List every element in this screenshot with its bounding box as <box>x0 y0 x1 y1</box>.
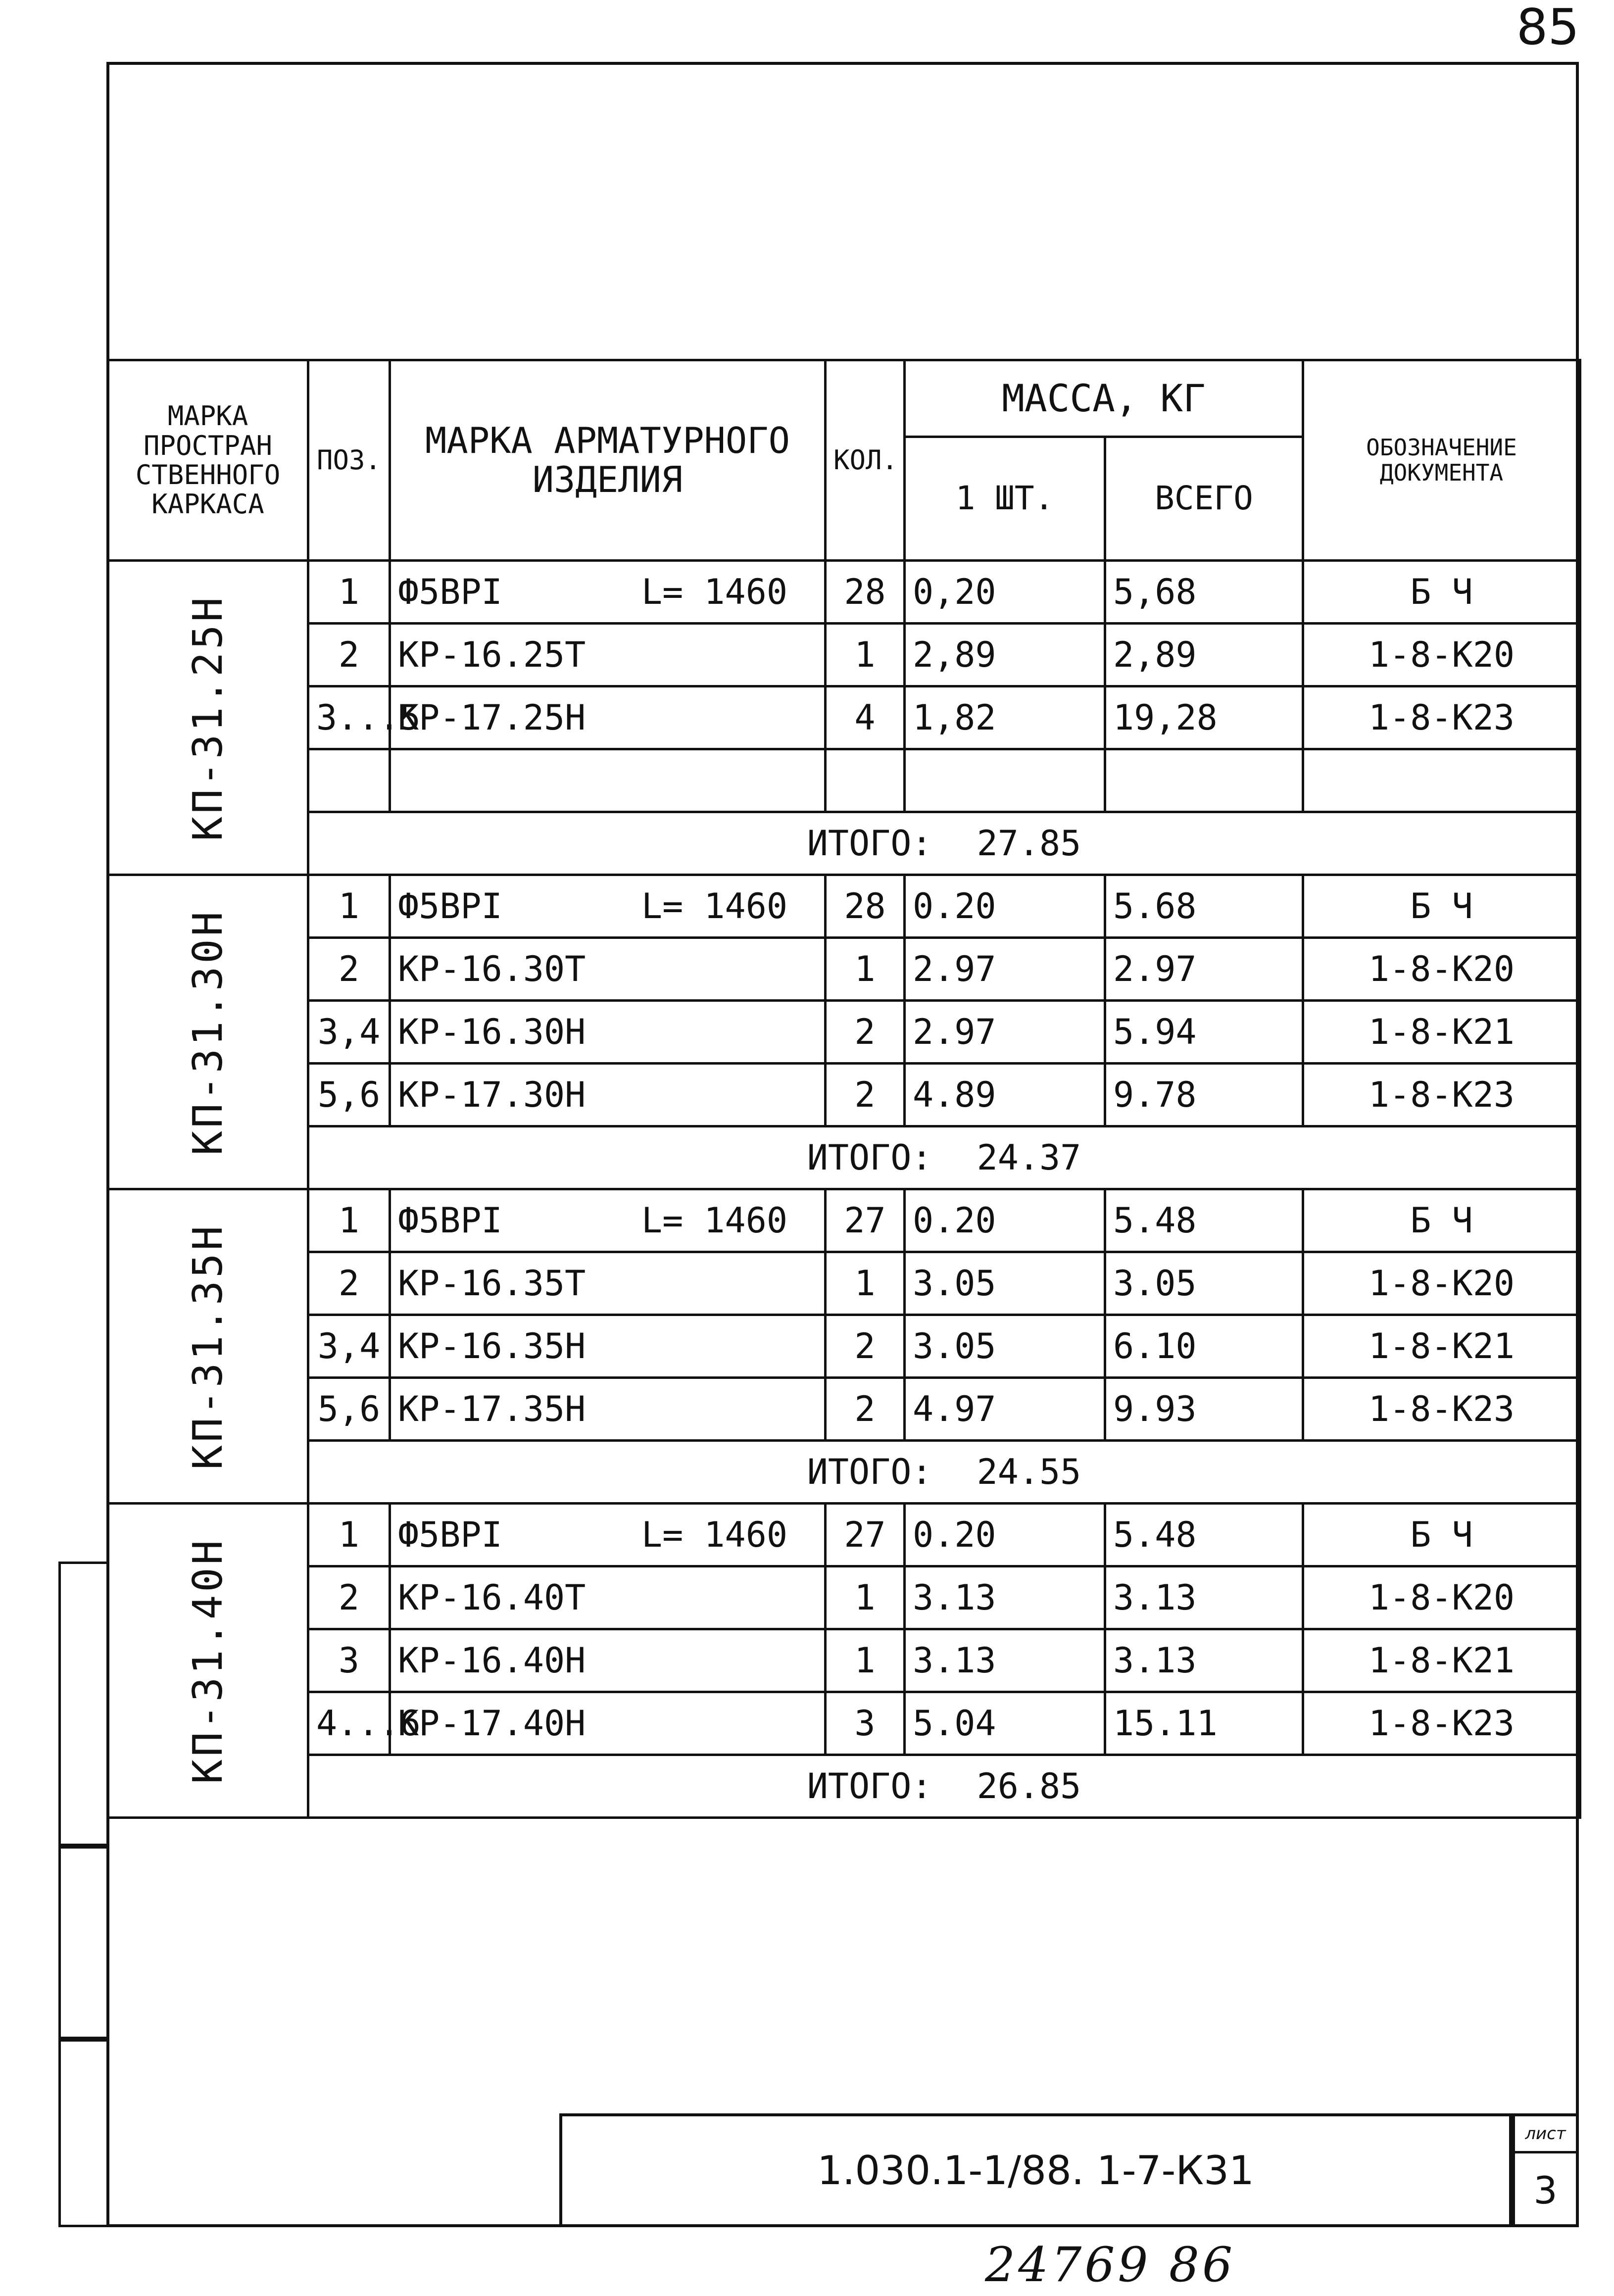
cell-quantity: 2 <box>826 1064 905 1126</box>
table-row <box>108 1189 1580 1252</box>
table-row <box>108 875 1580 938</box>
header-position: ПОЗ. <box>308 360 390 561</box>
cell-position: 1 <box>308 1504 390 1566</box>
cell-item-mark <box>390 1064 826 1126</box>
table-row <box>108 561 1580 624</box>
cell-mass-unit: 4.89 <box>905 1064 1105 1126</box>
header-mass: МАССА, КГ <box>905 360 1303 437</box>
item-mark-text: КР-16.30Н <box>398 1012 586 1052</box>
total-label: ИТОГО: <box>807 1766 932 1807</box>
cell-position: 1 <box>308 875 390 938</box>
total-value: 24.37 <box>977 1137 1081 1178</box>
cell-position: 3,4 <box>308 1315 390 1378</box>
cell-frame-mark <box>108 1189 308 1504</box>
header-mass-unit: 1 ШТ. <box>905 437 1105 561</box>
cell-document: 1-8-К23 <box>1303 1378 1580 1441</box>
cell-document: 1-8-К20 <box>1303 938 1580 1001</box>
total-label: ИТОГО: <box>807 1452 932 1492</box>
item-mark-text: Ф5ВРI <box>398 1200 502 1241</box>
cell-item-mark <box>390 1566 826 1629</box>
item-length-text: L= 1460 <box>641 572 787 612</box>
cell-total <box>308 1441 1580 1504</box>
cell-quantity: 2 <box>826 1378 905 1441</box>
sheet-block <box>1512 2113 1579 2227</box>
cell-total <box>308 1126 1580 1189</box>
document-designation: 1.030.1-1/88. 1-7-К31 <box>817 2147 1254 2194</box>
total-row <box>108 1441 1580 1504</box>
cell-document: Б Ч <box>1303 1504 1580 1566</box>
table-row <box>108 624 1580 686</box>
cell-document: Б Ч <box>1303 875 1580 938</box>
cell-mass-total: 3.13 <box>1105 1566 1303 1629</box>
cell-mass-total: 9.78 <box>1105 1064 1303 1126</box>
cell-quantity: 2 <box>826 1001 905 1064</box>
cell-mass-unit: 2.97 <box>905 938 1105 1001</box>
cell-mass-unit: 2.97 <box>905 1001 1105 1064</box>
item-mark-text: КР-17.30Н <box>398 1075 586 1115</box>
cell-item-mark <box>390 749 826 812</box>
header-quantity: КОЛ. <box>826 360 905 561</box>
sheet-label: лист <box>1515 2116 1576 2153</box>
table-row <box>108 1566 1580 1629</box>
frame-mark-label: КП-31.30Н <box>184 908 232 1156</box>
item-mark-text: КР-17.35Н <box>398 1389 586 1429</box>
table-row <box>108 1504 1580 1566</box>
cell-mass-total: 15.11 <box>1105 1692 1303 1755</box>
table-row <box>108 1001 1580 1064</box>
cell-mass-unit <box>905 749 1105 812</box>
table-row <box>108 749 1580 812</box>
item-mark-text: Ф5ВРI <box>398 572 502 612</box>
cell-document <box>1303 749 1580 812</box>
title-block <box>559 2113 1512 2227</box>
cell-quantity: 1 <box>826 1252 905 1315</box>
cell-position: 2 <box>308 938 390 1001</box>
header-frame-mark: МАРКА ПРОСТРАН СТВЕННОГО КАРКАСА <box>108 360 308 561</box>
cell-frame-mark <box>108 561 308 875</box>
cell-quantity: 3 <box>826 1692 905 1755</box>
cell-frame-mark <box>108 1504 308 1818</box>
cell-quantity: 28 <box>826 875 905 938</box>
cell-quantity: 1 <box>826 1566 905 1629</box>
cell-total <box>308 812 1580 875</box>
cell-quantity: 1 <box>826 1629 905 1692</box>
header-item-mark: МАРКА АРМАТУРНОГО ИЗДЕЛИЯ <box>390 360 826 561</box>
item-length-text: L= 1460 <box>641 1514 787 1555</box>
cell-mass-unit: 0.20 <box>905 1189 1105 1252</box>
total-row <box>108 1755 1580 1818</box>
frame-mark-label: КП-31.35Н <box>184 1222 232 1470</box>
item-mark-text: КР-16.30Т <box>398 949 586 989</box>
table-row <box>108 938 1580 1001</box>
item-length-text: L= 1460 <box>641 1200 787 1241</box>
cell-mass-unit: 0,20 <box>905 561 1105 624</box>
cell-position: 2 <box>308 1566 390 1629</box>
item-mark-text: КР-16.35Т <box>398 1263 586 1304</box>
total-label: ИТОГО: <box>807 823 932 864</box>
total-row <box>108 1126 1580 1189</box>
cell-mass-unit: 3.13 <box>905 1566 1105 1629</box>
frame-mark-label: КП-31.40Н <box>184 1537 232 1784</box>
cell-document: 1-8-К23 <box>1303 1064 1580 1126</box>
cell-document: 1-8-К20 <box>1303 1566 1580 1629</box>
cell-position: 3 <box>308 1629 390 1692</box>
table-row <box>108 1378 1580 1441</box>
cell-position: 5,6 <box>308 1378 390 1441</box>
cell-position: 5,6 <box>308 1064 390 1126</box>
cell-document: Б Ч <box>1303 561 1580 624</box>
cell-quantity: 1 <box>826 624 905 686</box>
table-row <box>108 1064 1580 1126</box>
header-mass-total: ВСЕГО <box>1105 437 1303 561</box>
item-mark-text: КР-16.40Н <box>398 1640 586 1681</box>
cell-position <box>308 749 390 812</box>
table-row <box>108 1252 1580 1315</box>
cell-item-mark <box>390 686 826 749</box>
cell-mass-unit: 0.20 <box>905 1504 1105 1566</box>
cell-item-mark <box>390 1001 826 1064</box>
cell-item-mark <box>390 1315 826 1378</box>
cell-mass-total: 6.10 <box>1105 1315 1303 1378</box>
cell-quantity: 27 <box>826 1189 905 1252</box>
cell-mass-unit: 2,89 <box>905 624 1105 686</box>
header-document: ОБОЗНАЧЕНИЕ ДОКУМЕНТА <box>1303 360 1580 561</box>
table-row <box>108 686 1580 749</box>
cell-total <box>308 1755 1580 1818</box>
cell-mass-total: 5.68 <box>1105 875 1303 938</box>
cell-item-mark <box>390 1692 826 1755</box>
cell-document: 1-8-К21 <box>1303 1001 1580 1064</box>
item-mark-text: Ф5ВРI <box>398 1514 502 1555</box>
cell-document: 1-8-К23 <box>1303 1692 1580 1755</box>
item-mark-text: Ф5ВРI <box>398 886 502 927</box>
cell-mass-total: 19,28 <box>1105 686 1303 749</box>
cell-item-mark <box>390 1378 826 1441</box>
cell-item-mark <box>390 1629 826 1692</box>
specification-table <box>106 359 1581 1819</box>
cell-position: 2 <box>308 624 390 686</box>
cell-quantity: 4 <box>826 686 905 749</box>
item-length-text: L= 1460 <box>641 886 787 927</box>
binding-strip <box>58 1562 106 1846</box>
table-row <box>108 1629 1580 1692</box>
archive-note: 24769 86 <box>985 2237 1236 2293</box>
cell-mass-unit: 3.05 <box>905 1252 1105 1315</box>
cell-position: 4...6 <box>308 1692 390 1755</box>
cell-mass-unit: 4.97 <box>905 1378 1105 1441</box>
cell-mass-total: 3.05 <box>1105 1252 1303 1315</box>
cell-mass-total: 2.97 <box>1105 938 1303 1001</box>
cell-mass-total: 5.48 <box>1105 1189 1303 1252</box>
cell-mass-unit: 3.05 <box>905 1315 1105 1378</box>
cell-mass-total: 9.93 <box>1105 1378 1303 1441</box>
cell-item-mark <box>390 875 826 938</box>
page-number: 85 <box>1516 0 1579 56</box>
sheet-number: 3 <box>1533 2168 1558 2212</box>
frame-mark-label: КП-31.25Н <box>184 594 232 841</box>
cell-position: 3...5 <box>308 686 390 749</box>
cell-mass-total: 5.94 <box>1105 1001 1303 1064</box>
item-mark-text: КР-16.25Т <box>398 635 586 675</box>
specification-body <box>108 561 1580 1818</box>
cell-quantity: 1 <box>826 938 905 1001</box>
table-row <box>108 1315 1580 1378</box>
total-value: 26.85 <box>977 1766 1081 1807</box>
table-row <box>108 1692 1580 1755</box>
cell-document: 1-8-К23 <box>1303 686 1580 749</box>
cell-item-mark <box>390 938 826 1001</box>
cell-document: 1-8-К20 <box>1303 1252 1580 1315</box>
cell-quantity: 27 <box>826 1504 905 1566</box>
total-row <box>108 812 1580 875</box>
cell-mass-unit: 0.20 <box>905 875 1105 938</box>
cell-document: Б Ч <box>1303 1189 1580 1252</box>
cell-position: 1 <box>308 1189 390 1252</box>
cell-mass-total: 3.13 <box>1105 1629 1303 1692</box>
cell-mass-total <box>1105 749 1303 812</box>
cell-document: 1-8-К21 <box>1303 1629 1580 1692</box>
cell-mass-total: 5.48 <box>1105 1504 1303 1566</box>
cell-mass-total: 2,89 <box>1105 624 1303 686</box>
cell-item-mark <box>390 1252 826 1315</box>
item-mark-text: КР-17.25Н <box>398 697 586 738</box>
cell-document: 1-8-К21 <box>1303 1315 1580 1378</box>
cell-document: 1-8-К20 <box>1303 624 1580 686</box>
total-value: 27.85 <box>977 823 1081 864</box>
item-mark-text: КР-16.35Н <box>398 1326 586 1367</box>
cell-mass-unit: 5.04 <box>905 1692 1105 1755</box>
cell-mass-unit: 1,82 <box>905 686 1105 749</box>
cell-quantity: 28 <box>826 561 905 624</box>
cell-item-mark <box>390 1504 826 1566</box>
binding-strip <box>58 1846 106 2039</box>
cell-item-mark <box>390 561 826 624</box>
cell-position: 1 <box>308 561 390 624</box>
cell-quantity <box>826 749 905 812</box>
cell-item-mark <box>390 1189 826 1252</box>
cell-frame-mark <box>108 875 308 1189</box>
item-mark-text: КР-16.40Т <box>398 1577 586 1618</box>
cell-mass-unit: 3.13 <box>905 1629 1105 1692</box>
binding-strip <box>58 2039 106 2227</box>
total-label: ИТОГО: <box>807 1137 932 1178</box>
item-mark-text: КР-17.40Н <box>398 1703 586 1744</box>
cell-position: 3,4 <box>308 1001 390 1064</box>
cell-mass-total: 5,68 <box>1105 561 1303 624</box>
total-value: 24.55 <box>977 1452 1081 1492</box>
cell-position: 2 <box>308 1252 390 1315</box>
cell-item-mark <box>390 624 826 686</box>
cell-quantity: 2 <box>826 1315 905 1378</box>
